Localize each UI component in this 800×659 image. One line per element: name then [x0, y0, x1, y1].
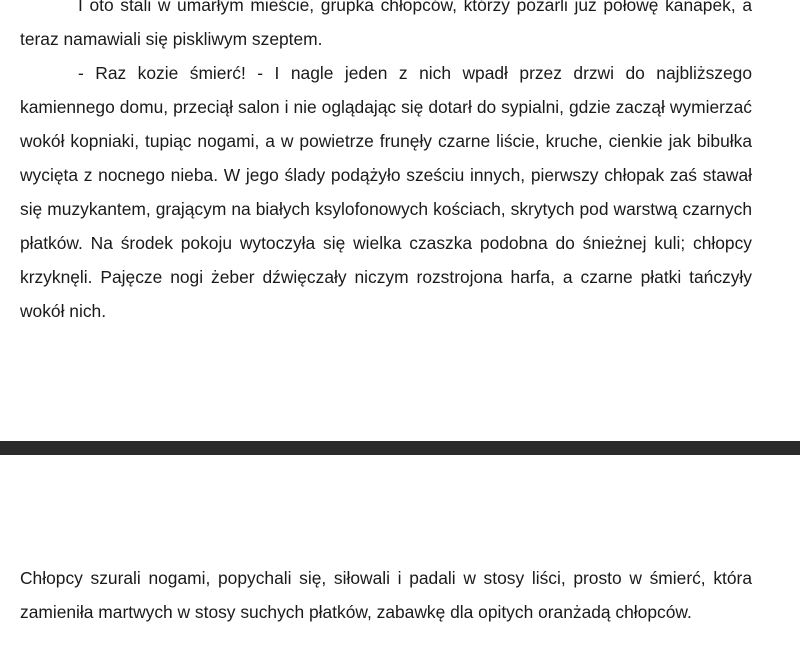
- paragraph: Chłopcy szurali nogami, popychali się, siłowali i padali w stosy liści, prosto w śmierć, która zamieniła martwych w stosy suchych płatków, zabawkę dla opitych oranżadą chłopców.: [20, 568, 752, 622]
- paragraph: I oto stali w umarłym mieście, grupka chłopców, którzy pożarli już połowę kanapek, a teraz namawiali się piskliwym szeptem.: [20, 0, 752, 49]
- paragraph: - Raz kozie śmierć! - I nagle jeden z nich wpadł przez drzwi do najbliższego kamiennego domu, przeciął salon i nie oglądając się dotarł do sypialni, gdzie zaczął wymierzać wokół kopniaki, tupiąc nogami, a w powietrze frunęły czarne liście, kruche, cienkie jak bibułka wycięta z nocnego nieba. W jego ślady podążyło sześciu innych, pierwszy chłopak zaś stawał się muzykantem, grającym na białych ksylofonowych kościach, skrytych pod warstwą czarnych płatków. Na środek pokoju wytoczyła się wielka czaszka podobna do śnieżnej kuli; chłopcy krzyknęli. Pajęcze nogi żeber dźwięczały niczym rozstrojona harfa, a czarne płatki tańczyły wokół nich.: [20, 63, 752, 321]
- document-page-bottom: [0, 455, 800, 659]
- page-separator: [0, 441, 800, 455]
